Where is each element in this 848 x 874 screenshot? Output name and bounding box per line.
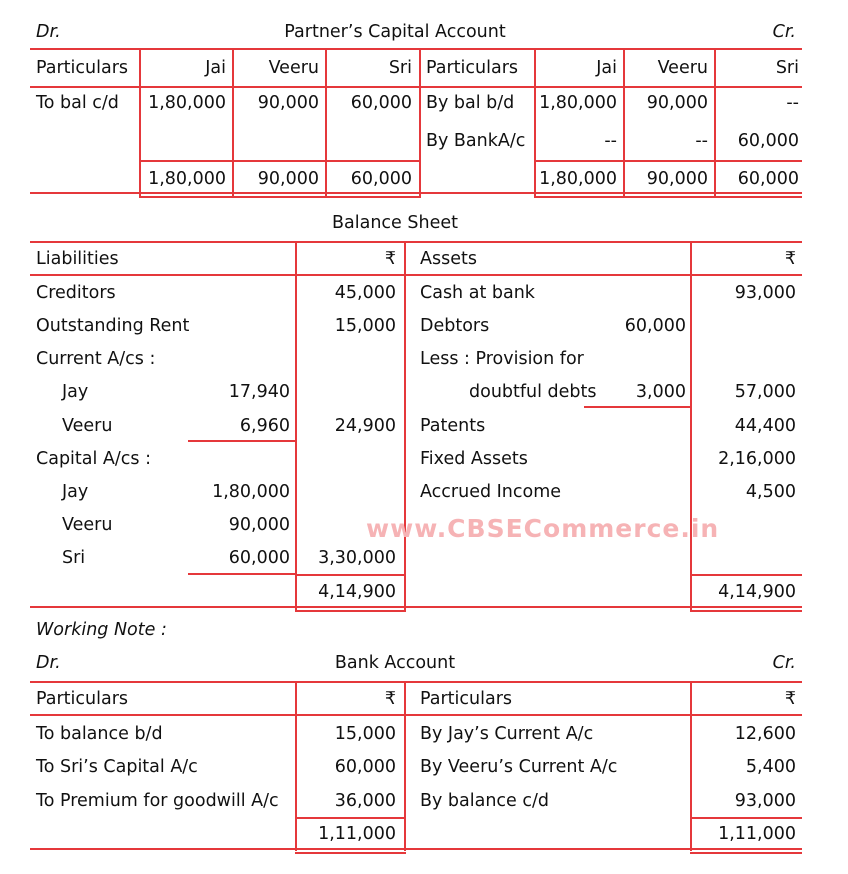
bank-cr-row-label: By Veeru’s Current A/c	[420, 757, 618, 777]
bs-outstanding-rent-amount: 15,000	[334, 316, 396, 336]
bank-total-rule	[295, 817, 406, 819]
bank-top-rule	[30, 681, 802, 683]
capital-cr-label: Cr.	[772, 22, 796, 42]
capital-col-rule	[325, 48, 327, 196]
bs-col-rule	[404, 241, 406, 611]
bs-assets-header: Assets	[420, 249, 477, 269]
capital-dr-label: Dr.	[36, 22, 61, 42]
bank-rupee-header: ₹	[784, 689, 796, 709]
bs-current-veeru-label: Veeru	[62, 416, 113, 436]
bs-capital-total: 3,30,000	[318, 548, 396, 568]
capital-header-rule	[30, 86, 802, 88]
capital-cr-total-sri: 60,000	[737, 169, 799, 189]
bs-doubtful-debts-label: doubtful debts	[469, 382, 597, 402]
bank-dr-row-label: To balance b/d	[36, 724, 163, 744]
capital-cr-particulars: By bal b/d	[426, 93, 515, 113]
bs-accrued-income-label: Accrued Income	[420, 482, 562, 502]
capital-col-rule	[714, 48, 716, 196]
capital-cr-jai: --	[604, 131, 617, 151]
bank-cr-total: 1,11,000	[718, 824, 796, 844]
bs-fixed-assets-label: Fixed Assets	[420, 449, 528, 469]
bs-debtors-label: Debtors	[420, 316, 490, 336]
bank-col-rule	[690, 681, 692, 851]
bank-dr-row-amount: 60,000	[334, 757, 396, 777]
bs-assets-total: 4,14,900	[718, 582, 796, 602]
capital-dr-particulars: To bal c/d	[36, 93, 119, 113]
bs-current-label: Current A/cs :	[36, 349, 156, 369]
bank-cr-row-amount: 5,400	[745, 757, 796, 777]
bs-capital-veeru-label: Veeru	[62, 515, 113, 535]
bs-cash-label: Cash at bank	[420, 283, 535, 303]
capital-col-rule	[534, 48, 536, 196]
capital-header-particulars: Particulars	[36, 58, 129, 78]
bs-bottom-rule	[30, 606, 802, 608]
bs-debtors-amount: 60,000	[624, 316, 686, 336]
capital-dr-veeru: 90,000	[257, 93, 319, 113]
capital-col-rule	[232, 48, 234, 196]
working-note-label: Working Note :	[36, 620, 167, 640]
bank-cr-row-amount: 12,600	[734, 724, 796, 744]
bank-dr-row-amount: 15,000	[334, 724, 396, 744]
bank-particulars-header: Particulars	[36, 689, 129, 709]
bank-col-rule	[404, 681, 406, 851]
bank-cr-label: Cr.	[772, 653, 796, 673]
capital-header-jai: Jai	[596, 58, 617, 78]
bank-cr-row-label: By Jay’s Current A/c	[420, 724, 594, 744]
bs-doubtful-debts-amount: 3,000	[635, 382, 686, 402]
bank-dr-row-label: To Sri’s Capital A/c	[36, 757, 198, 777]
bs-current-jay-label: Jay	[62, 382, 89, 402]
capital-dr-jai: 1,80,000	[148, 93, 226, 113]
bs-double-rule	[295, 610, 406, 612]
capital-header-particulars: Particulars	[426, 58, 519, 78]
bank-dr-label: Dr.	[36, 653, 61, 673]
capital-col-rule	[419, 48, 421, 196]
bank-total-rule	[690, 817, 802, 819]
bank-account-title: Bank Account	[334, 653, 456, 673]
bs-patents-label: Patents	[420, 416, 486, 436]
bs-liabilities-header: Liabilities	[36, 249, 119, 269]
bs-col-rule	[295, 241, 297, 611]
capital-double-rule	[534, 196, 802, 198]
bs-current-total: 24,900	[334, 416, 396, 436]
capital-header-sri: Sri	[775, 58, 799, 78]
capital-total-rule	[139, 160, 421, 162]
bs-fixed-assets-amount: 2,16,000	[718, 449, 796, 469]
capital-dr-total-sri: 60,000	[350, 169, 412, 189]
capital-header-veeru: Veeru	[657, 58, 708, 78]
bs-capital-sri-amount: 60,000	[228, 548, 290, 568]
bs-col-rule	[690, 241, 692, 611]
capital-dr-total-jai: 1,80,000	[148, 169, 226, 189]
bs-creditors-amount: 45,000	[334, 283, 396, 303]
bs-creditors-label: Creditors	[36, 283, 116, 303]
capital-cr-veeru: --	[695, 131, 708, 151]
bank-particulars-header: Particulars	[420, 689, 513, 709]
capital-header-jai: Jai	[205, 58, 226, 78]
capital-header-sri: Sri	[388, 58, 412, 78]
capital-cr-total-veeru: 90,000	[646, 169, 708, 189]
bank-double-rule	[690, 852, 802, 854]
bank-cr-row-label: By balance c/d	[420, 791, 550, 811]
bs-header-rule	[30, 274, 802, 276]
bs-subtotal-rule	[584, 406, 690, 408]
capital-cr-sri: 60,000	[737, 131, 799, 151]
bs-capital-jay-label: Jay	[62, 482, 89, 502]
capital-total-rule	[534, 160, 802, 162]
capital-top-rule	[30, 48, 802, 50]
bs-rupee-header: ₹	[784, 249, 796, 269]
bank-header-rule	[30, 714, 802, 716]
bs-double-rule	[690, 610, 802, 612]
bank-rupee-header: ₹	[384, 689, 396, 709]
bs-less-provision-label: Less : Provision for	[420, 349, 584, 369]
capital-cr-total-jai: 1,80,000	[539, 169, 617, 189]
bs-total-rule	[690, 574, 802, 576]
capital-header-veeru: Veeru	[268, 58, 319, 78]
bs-subtotal-rule	[188, 440, 296, 442]
bank-dr-total: 1,11,000	[318, 824, 396, 844]
bank-double-rule	[295, 852, 406, 854]
bank-dr-row-amount: 36,000	[334, 791, 396, 811]
bs-capital-veeru-amount: 90,000	[228, 515, 290, 535]
bs-subtotal-rule	[188, 573, 296, 575]
bs-debtors-net: 57,000	[734, 382, 796, 402]
bs-top-rule	[30, 241, 802, 243]
bank-col-rule	[295, 681, 297, 851]
bs-patents-amount: 44,400	[734, 416, 796, 436]
bs-rupee-header: ₹	[384, 249, 396, 269]
capital-account-title: Partner’s Capital Account	[284, 22, 506, 42]
bs-capital-sri-label: Sri	[62, 548, 86, 568]
bs-outstanding-rent-label: Outstanding Rent	[36, 316, 190, 336]
capital-dr-sri: 60,000	[350, 93, 412, 113]
capital-double-rule	[139, 196, 421, 198]
capital-col-rule	[139, 48, 141, 196]
bank-dr-row-label: To Premium for goodwill A/c	[36, 791, 279, 811]
bs-capital-label: Capital A/cs :	[36, 449, 151, 469]
capital-cr-particulars: By BankA/c	[426, 131, 526, 151]
bs-capital-jay-amount: 1,80,000	[212, 482, 290, 502]
capital-bottom-rule	[30, 192, 802, 194]
capital-col-rule	[623, 48, 625, 196]
bs-current-jay-amount: 17,940	[228, 382, 290, 402]
capital-cr-sri: --	[786, 93, 799, 113]
capital-cr-veeru: 90,000	[646, 93, 708, 113]
bs-accrued-income-amount: 4,500	[745, 482, 796, 502]
bank-cr-row-amount: 93,000	[734, 791, 796, 811]
bs-cash-amount: 93,000	[734, 283, 796, 303]
bs-current-veeru-amount: 6,960	[239, 416, 290, 436]
watermark: www.CBSECommerce.in	[366, 514, 720, 543]
bs-total-rule	[295, 574, 406, 576]
capital-dr-total-veeru: 90,000	[257, 169, 319, 189]
bs-liabilities-total: 4,14,900	[318, 582, 396, 602]
balance-sheet-title: Balance Sheet	[332, 213, 458, 233]
bank-bottom-rule	[30, 848, 802, 850]
capital-cr-jai: 1,80,000	[539, 93, 617, 113]
